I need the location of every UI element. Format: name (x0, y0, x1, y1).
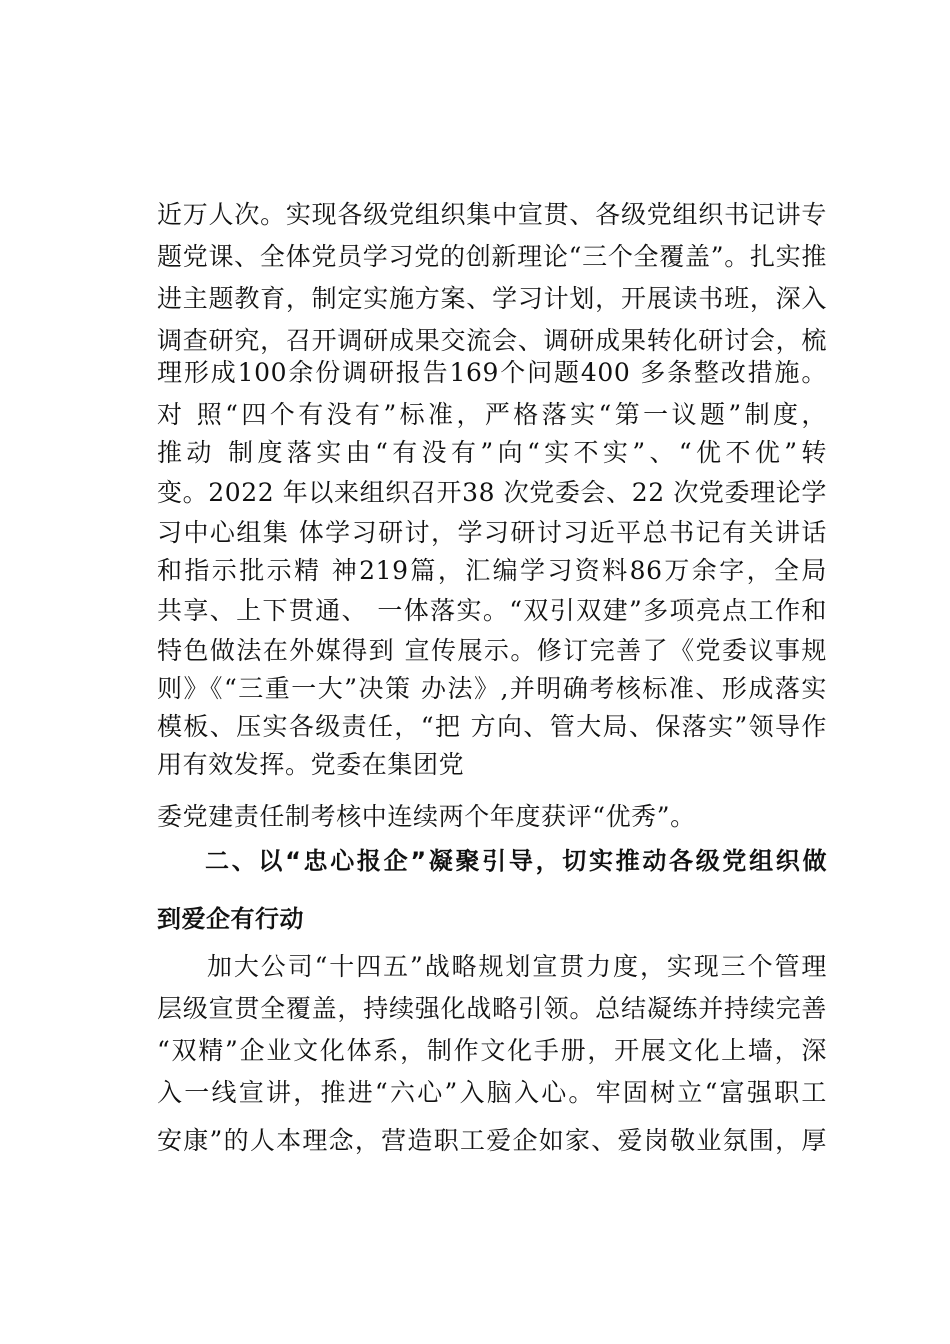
body-text-line: 推动 制度落实由“有没有”向“实不实”、“优不优”转 (157, 438, 827, 467)
body-text-line: 则》《“三重一大”决策 办法》,并明确考核标准、形成落实 (157, 674, 827, 703)
body-text-line: 委党建责任制考核中连续两个年度获评“优秀”。 (157, 802, 696, 831)
body-text-line: “双精”企业文化体系，制作文化手册，开展文化上墙，深 (157, 1036, 827, 1065)
body-text-line: 和指示批示精 神219篇，汇编学习资料86万余字，全局 (157, 556, 827, 585)
body-text-line: 理形成100余份调研报告169个问题400 多条整改措施。 (157, 358, 827, 387)
body-text-line: 题党课、全体党员学习党的创新理论“三个全覆盖”。扎实推 (157, 242, 827, 271)
body-text-line: 近万人次。实现各级党组织集中宣贯、各级党组织书记讲专 (157, 200, 827, 229)
section-heading: 二、以“忠心报企”凝聚引导，切实推动各级党组织做 (205, 847, 827, 875)
body-text-line: 层级宣贯全覆盖，持续强化战略引领。总结凝练并持续完善 (157, 994, 827, 1023)
body-text-line: 入一线宣讲，推进“六心”入脑入心。牢固树立“富强职工 (157, 1078, 827, 1107)
body-text-line: 共享、上下贯通、 一体落实。“双引双建”多项亮点工作和 (157, 596, 827, 625)
body-text-line: 进主题教育，制定实施方案、学习计划，开展读书班，深入 (157, 284, 827, 313)
body-text-line: 模板、压实各级责任，“把 方向、管大局、保落实”领导作 (157, 712, 827, 741)
body-text-line: 调查研究，召开调研成果交流会、调研成果转化研讨会，梳 (157, 326, 827, 355)
body-text-line: 加大公司“十四五”战略规划宣贯力度，实现三个管理 (207, 952, 827, 981)
body-text-line: 安康”的人本理念，营造职工爱企如家、爱岗敬业氛围，厚 (157, 1126, 827, 1155)
body-text-line: 用有效发挥。党委在集团党 (157, 750, 465, 779)
body-text-line: 习中心组集 体学习研讨，学习研讨习近平总书记有关讲话 (157, 518, 827, 547)
section-heading-continued: 到爱企有行动 (157, 905, 304, 933)
body-text-line: 对 照“四个有没有”标准，严格落实“第一议题”制度， (157, 400, 827, 429)
body-text-line: 特色做法在外媒得到 宣传展示。修订完善了《党委议事规 (157, 636, 827, 665)
body-text-line: 变。2022 年以来组织召开38 次党委会、22 次党委理论学 (157, 478, 827, 507)
